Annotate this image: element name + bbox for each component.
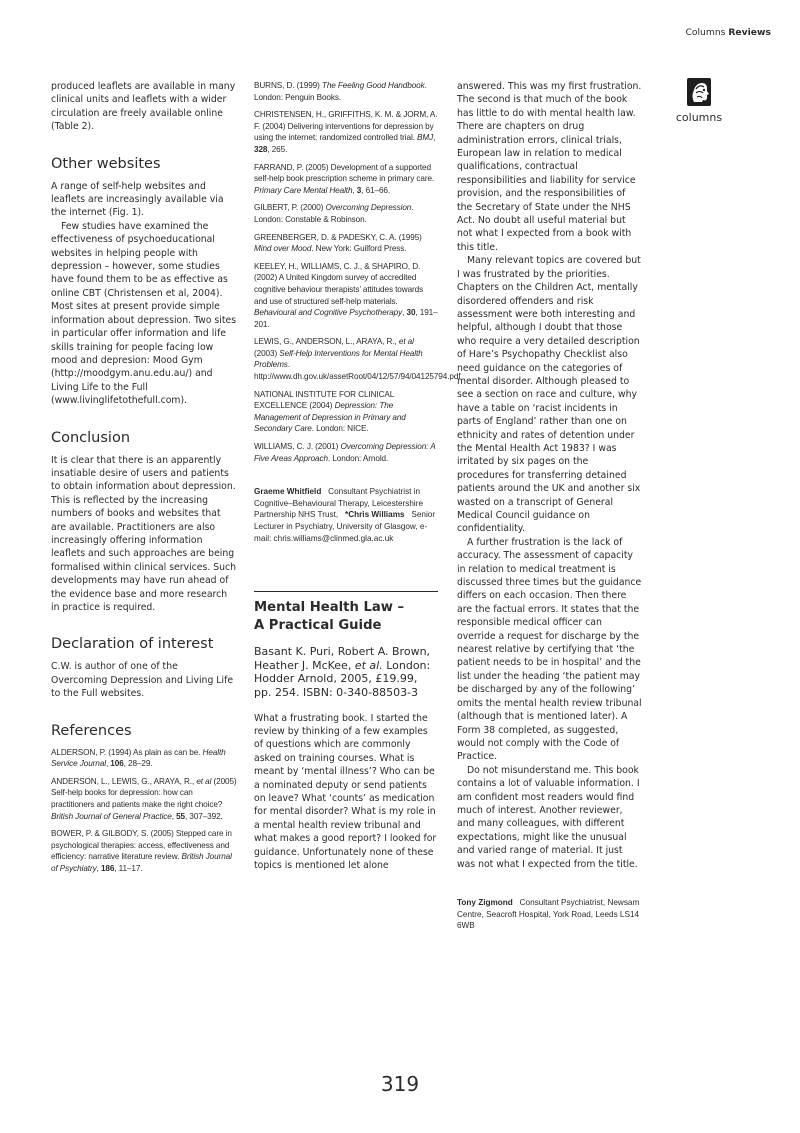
references-heading: References xyxy=(51,722,132,739)
review-paragraph-3: Many relevant topics are covered but I was frustrated by the priorities. Chapters on the Children Act, mentally disordered offenders and risk assessment were both interesting and helpful, although I doubt that those who require a very detailed description of Hare’s Psychopathy Checklist also need guidance on the categories of mental disorder. Although pleased to see a section on race and culture, why have a table on ‘racist incidents in parts of England’ rather than one on ethnicity and rates of detention under the Mental Health Act 1983? I was irritated by six pages on the procedures for transferring detained patients around the UK and another six wasted on a transcript of General Medical Council guidance on confidentiality. xyxy=(457,255,641,535)
reference-item: GILBERT, P. (2000) Overcoming Depression. London: Constable & Robinson. xyxy=(254,203,414,224)
review-paragraph-4: A further frustration is the lack of accuracy. The assessment of capacity in relation to medical treatment is discussed three times but the guidance differs on each occasion. Then there are the factual errors. It states that the responsible medical officer can override a request for discharge by the nearest relative by certifying that ‘the patient needs to be in hospital’ and the list under the heading ‘the patient may be discharged by any of the following’ omits the mental health review tribunal (although that is mentioned later). A Form 38 completed, as suggested, would not comply with the Code of Practice. xyxy=(457,536,642,763)
column-1 xyxy=(51,80,237,881)
book-review-title: Mental Health Law – A Practical Guide xyxy=(254,600,405,634)
reference-item: WILLIAMS, C. J. (2001) Overcoming Depression: A Five Areas Approach. London: Arnold. xyxy=(254,442,436,463)
reference-item: FARRAND, P. (2005) Development of a supported self-help book prescription scheme in primary care. Primary Care Mental Health, 3, 61–66. xyxy=(254,162,435,195)
reference-item: ANDERSON, L., LEWIS, G., ARAYA, R., et al (2005) Self-help books for depression: how can practitioners and patients make the right choice? British Journal of General Practice, 55, 307–392. xyxy=(51,776,237,821)
review-paragraph-1: What a frustrating book. I started the review by thinking of a few examples of questions which are commonly asked on training courses. What is meant by ‘mental illness’? Who can be a nominated deputy or send patients on leave? What ‘counts’ as medication for mental disorder? What is my role in a mental health review tribunal and what makes a good report? I looked for guidance. Unfortunately none of these topics is mentioned let alone xyxy=(254,712,437,872)
review-paragraph-5: Do not misunderstand me. This book contains a lot of valuable information. I am confident most readers would find much of interest. Another reviewer, and many colleagues, with different expectations, might like the unusual and varied range of material. It just was not what I expected from the title. xyxy=(457,764,640,870)
declaration-heading: Declaration of interest xyxy=(51,636,214,653)
page-number: 319 xyxy=(380,1072,420,1096)
other-websites-paragraph-2: Few studies have examined the effectiveness of psychoeducational websites in helping people with depression – however, some studies have found them to be as effective as online CBT (Christensen et al, 2004). Most sites at present provide simple information about depression. Two sites in particular offer information and life skills training for people facing low mood and depresion: Mood Gym (http://moodgym.anu.edu.au/) and Living Life to the Full (www.livinglifetothefull.com). xyxy=(51,220,237,407)
conclusion-paragraph: It is clear that there is an apparently insatiable desire of users and patients to obtain information about depression. This is reflected by the increasing numbers of books and websites that are available. Practitioners are also increasingly offering information leaflets and such approaches are being formalised within clinical services. Such developments may have run ahead of the evidence base and more research in practice is required. xyxy=(51,454,237,613)
author-affiliations: Graeme Whitfield Consultant Psychiatrist in Cognitive–Behavioural Therapy, Leicestershire Partnership NHS Trust, *Chris Williams Senior Lecturer in Psychiatry, University of Glasgow, e-mail: chris.williams@clinmed.gla.ac.uk xyxy=(254,487,436,543)
other-websites-heading: Other websites xyxy=(51,155,161,172)
reference-item: ALDERSON, P. (1994) As plain as can be. Health Service Journal, 106, 28–29. xyxy=(51,747,226,769)
column-2 xyxy=(254,80,461,872)
reference-item: LEWIS, G., ANDERSON, L., ARAYA, R., et al (2003) Self-Help Interventions for Mental Health Problems. http://www.dh.gov.uk/assetRoot/04/12/57/94/04125794.pdf xyxy=(254,337,461,382)
reference-item: BOWER, P. & GILBODY, S. (2005) Stepped care in psychological therapies: access, effectiveness and efficiency: narrative literature review. British Journal of Psychiatry, 186, 11–17. xyxy=(51,829,232,873)
conclusion-heading: Conclusion xyxy=(51,429,131,446)
columns-head-icon xyxy=(686,77,712,107)
column-3 xyxy=(457,80,642,932)
declaration-paragraph: C.W. is author of one of the Overcoming Depression and Living Life to the Full websites. xyxy=(51,661,234,700)
reviewer-affiliation: Tony Zigmond Consultant Psychiatrist, Newsam Centre, Seacroft Hospital, York Road, Leeds LS14 6WB xyxy=(457,897,640,931)
review-paragraph-2: answered. This was my first frustration. The second is that much of the book has little to do with mental health law. There are chapters on drug administration errors, clinical trials, European law in relation to medical qualifications, contractual responsibilities and liability for service provision, and the responsibilities of the Secretary of State under the NHS Act. No doubt all useful material but not what I expected from a book with this title. xyxy=(457,81,642,253)
reference-item: BURNS, D. (1999) The Feeling Good Handbook. London: Penguin Books. xyxy=(254,81,427,102)
reference-item: CHRISTENSEN, H., GRIFFITHS, K. M. & JORM, A. F. (2004) Delivering interventions for depression by using the internet: randomized controlled trial. BMJ, 328, 265. xyxy=(254,110,438,154)
reference-item: KEELEY, H., WILLIAMS, C. J., & SHAPIRO, D. (2002) A United Kingdom survey of accredited cognitive behaviour therapists’ attitudes towards and use of structured self-help materials. Behavioural and Cognitive Psychotherapy, 30, 191–201. xyxy=(254,261,438,329)
book-review-details: Basant K. Puri, Robert A. Brown, Heather J. McKee, et al. London: Hodder Arnold, 2005, £19.99, pp. 254. ISBN: 0-340-88503-3 xyxy=(254,645,431,699)
intro-paragraph: produced leaflets are available in many clinical units and leaflets with a wider circulation are freely available online (Table 2). xyxy=(51,81,236,133)
running-head: Columns Reviews xyxy=(685,27,771,38)
columns-label: columns xyxy=(675,111,723,124)
review-divider xyxy=(254,591,438,592)
other-websites-paragraph-1: A range of self-help websites and leaflets are increasingly available via the internet (Fig. 1). xyxy=(51,180,224,219)
columns-logo xyxy=(672,77,726,124)
reference-item: GREENBERGER, D. & PADESKY, C. A. (1995) Mind over Mood. New York: Guilford Press. xyxy=(254,232,422,254)
reference-item: NATIONAL INSTITUTE FOR CLINICAL EXCELLENCE (2004) Depression: The Management of Depression in Primary and Secondary Care. London: NICE. xyxy=(254,389,406,434)
